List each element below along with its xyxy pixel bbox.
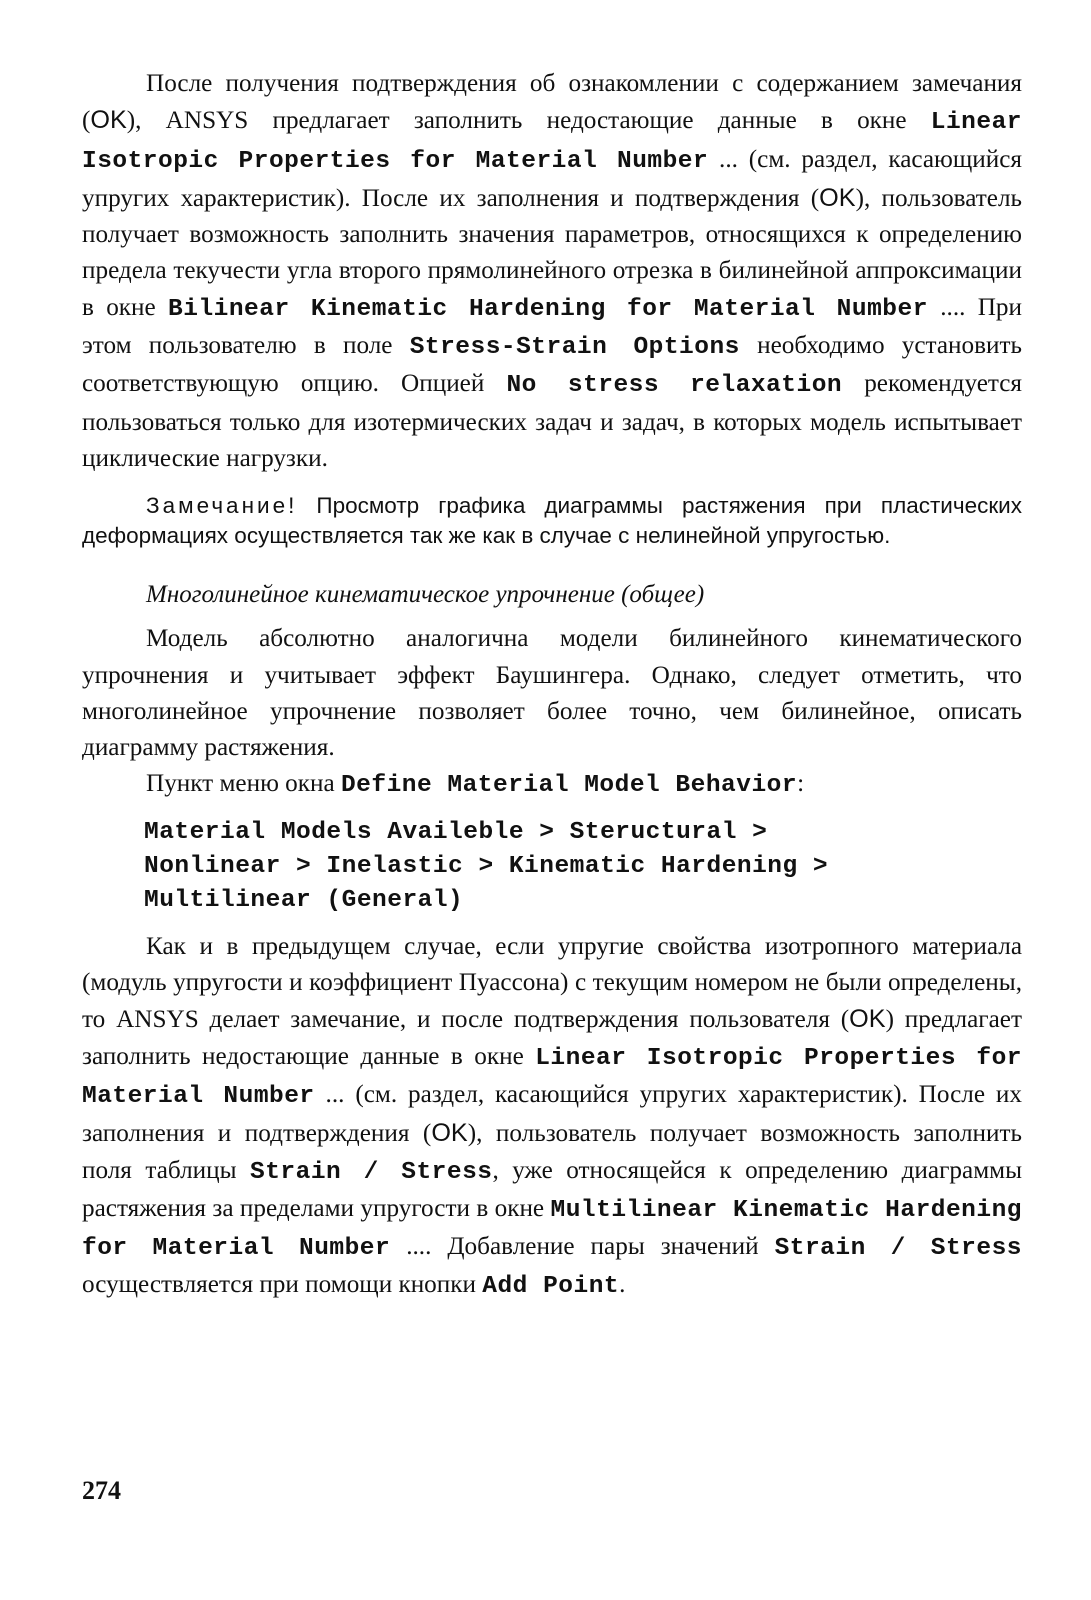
page-number: 274 (82, 1476, 121, 1505)
text: Пункт меню окна (146, 770, 341, 798)
page-content (82, 66, 1022, 1306)
code-table-name: Strain / Stress (250, 1158, 493, 1186)
note-paragraph (82, 491, 1022, 551)
text: Как и в предыдущем случае, если упругие свойства изотропного материала (модуль упругости и коэффициент Пуассона) с текущим номером не были определены, то ANSYS делает замечание, и после подтверждения пользователя ( (82, 932, 1022, 1034)
text: ), пользователь получает возможность заполнить поля таблицы (82, 1120, 1023, 1184)
text: рекомендуется пользоваться только для изотермических задач и задач, в которых модель испытывает циклические нагрузки. (82, 370, 1022, 472)
section-title (82, 577, 1022, 613)
ok-label: OK (431, 1119, 468, 1148)
ok-label: OK (819, 183, 856, 212)
code-window-name: Linear Isotropic Properties for Material Number (82, 109, 1022, 175)
text: .... При этом пользователю в поле (82, 293, 1023, 360)
code-table-name: Strain / Stress (774, 1235, 1022, 1263)
menu-path-line-3: Multilinear (General) (144, 886, 464, 914)
note-text: Просмотр графика диаграммы растяжения при пластических деформациях осуществляется так же как в случае с нелинейной упругостью. (82, 493, 1022, 549)
code-window-name: Linear Isotropic Properties for Material Number (82, 1044, 1022, 1110)
paragraph-2: Модель абсолютно аналогична модели билинейного кинематического упрочнения и учитывает эффект Баушингера. Однако, следует отметить, что многолинейное упрочнение позволяет более точно, чем билинейное, описать диаграмму растяжения. (82, 625, 1022, 762)
paragraph-1 (82, 66, 1022, 477)
menu-path-line-1: Material Models Availeble > Steructural > (144, 818, 768, 846)
ok-label: OK (90, 106, 127, 135)
text: . (619, 1271, 626, 1299)
text: ... (см. раздел, касающийся упругих характеристик). После их заполнения и подтверждения ( (82, 1080, 1022, 1148)
text: .... Добавление пары значений (390, 1233, 775, 1261)
text: : (797, 770, 805, 798)
note-lead: Замечание! (146, 493, 298, 519)
code-window-name: Define Material Model Behavior (340, 772, 798, 800)
menu-path (82, 816, 1022, 918)
section-title-paren: (общее) (621, 581, 705, 609)
paragraph-3 (82, 766, 1022, 804)
code-option-name: No stress relaxation (506, 372, 843, 400)
paragraph-4 (82, 929, 1022, 1306)
text: необходимо установить соответствующую опцию. Опцией (82, 332, 1022, 398)
code-window-name: Bilinear Kinematic Hardening for Material Number (168, 295, 928, 323)
code-button-name: Add Point (482, 1273, 620, 1301)
code-field-name: Stress-Strain Options (409, 334, 740, 362)
section-title-text: Многолинейное кинематическое упрочнение (146, 581, 615, 609)
menu-path-line-2: Nonlinear > Inelastic > Kinematic Hardening > (144, 852, 829, 880)
text: ) предлагает заполнить недостающие данные в окне (82, 1006, 1022, 1070)
text: ), ANSYS предлагает заполнить недостающие данные в окне (126, 107, 931, 135)
text: ), пользователь получает возможность заполнить значения параметров, относящихся к определению предела текучести угла второго прямолинейного отрезка в билинейной аппроксимации в окне (82, 184, 1023, 321)
text: После получения подтверждения об ознакомлении с содержанием замечания ( (82, 70, 1022, 135)
code-window-name: Multilinear Kinematic Hardening for Material Number (82, 1196, 1022, 1263)
text: , уже относящейся к определению диаграммы растяжения за пределами упругости в окне (82, 1156, 1022, 1222)
text: ... (см. раздел, касающийся упругих характеристик). После их заполнения и подтверждения ( (82, 145, 1022, 212)
text: осуществляется при помощи кнопки (82, 1271, 483, 1299)
ok-label: OK (849, 1005, 886, 1034)
